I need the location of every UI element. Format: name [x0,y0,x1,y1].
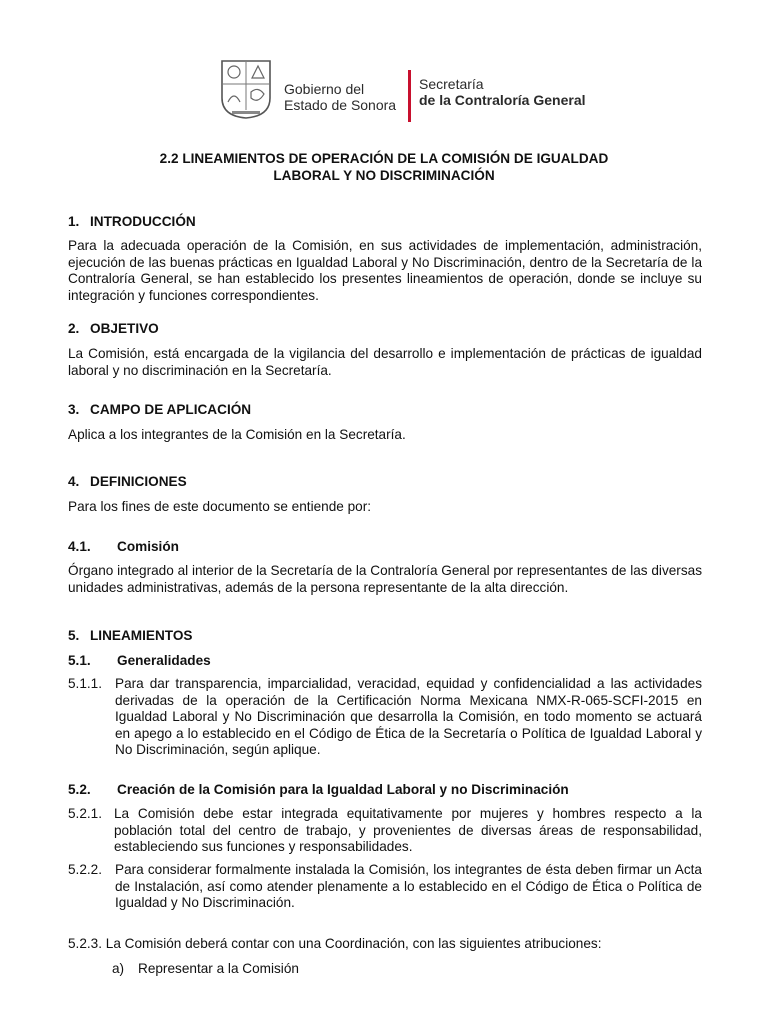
section-4-heading [68,474,187,489]
section-5-1-number: 5.1. [68,653,91,668]
section-4-1-title: Comisión [117,539,179,554]
section-5-number: 5. [68,628,80,643]
clause-5-2-2-text: Para considerar formalmente instalada la Comisión, los integrantes de ésta deben firmar un Acta de Instalación, así como atender plenamente a lo establecido en el Código de Ética o Política de Igualdad y No Discriminación. [115,862,702,911]
section-4-1-heading [68,539,179,554]
list-item-a-label: a) [112,961,125,976]
clause-5-2-1-number: 5.2.1. [68,806,103,821]
gobierno-logo-text [284,81,396,113]
section-5-2-title: Creación de la Comisión para la Igualdad Laboral y no Discriminación [117,782,569,797]
section-1-title: INTRODUCCIÓN [90,214,196,229]
section-4-1-number: 4.1. [68,539,91,554]
section-2-text: La Comisión, está encargada de la vigilancia del desarrollo e implementación de prácticas de igualdad laboral y no discriminación en la Secretaría. [68,346,702,378]
section-4-title: DEFINICIONES [90,474,187,489]
clause-5-1-1-number: 5.1.1. [68,676,103,691]
section-2-heading [68,321,159,336]
section-5-1-title: Generalidades [117,653,211,668]
section-5-2-heading [68,782,569,797]
section-4-number: 4. [68,474,80,489]
gov-line-1: Gobierno del [284,81,365,97]
clause-5-1-1-text: Para dar transparencia, imparcialidad, veracidad, equidad y confidencialidad a las actividades derivadas de la operación de la Certificación Norma Mexicana NMX-R-065-SCFI-2015 en Igualdad Laboral y No Discriminación que desarrolla la Comisión, en todo momento se actuará en apego a lo establecido en el Código de Ética de la Secretaría o Política de Igualdad Laboral y No Discriminación, según aplique. [115,676,702,758]
gov-line-2: Estado de Sonora [284,97,397,113]
section-5-title: LINEAMIENTOS [90,628,193,643]
list-item-a [112,961,299,976]
section-1-number: 1. [68,214,80,229]
section-5-1-heading [68,653,211,668]
sonora-coat-of-arms-icon [218,58,274,120]
clause-5-1-1 [68,676,702,759]
logo-divider [408,70,411,122]
section-3-number: 3. [68,402,80,417]
section-3-title: CAMPO DE APLICACIÓN [90,402,252,417]
section-5-heading [68,628,192,643]
section-2-number: 2. [68,321,80,336]
section-4-1-text: Órgano integrado al interior de la Secretaría de la Contraloría General por representantes de las diversas unidades administrativas, además de la persona representante de la alta dirección. [68,563,702,595]
section-3-text: Aplica a los integrantes de la Comisión en la Secretaría. [68,427,406,442]
section-1-heading [68,214,196,229]
title-line-1: 2.2 LINEAMIENTOS DE OPERACIÓN DE LA COMISIÓN DE IGUALDAD [159,151,609,166]
clause-5-2-1-text: La Comisión debe estar integrada equitativamente por mujeres y hombres respecto a la población total del centro de trabajo, y provenientes de diversas áreas de responsabilidad, estableciendo sus funciones y responsabilidades. [114,806,702,855]
section-3-heading [68,402,251,417]
clause-5-2-2-number: 5.2.2. [68,862,103,877]
section-5-2-number: 5.2. [68,782,91,797]
page-header [218,56,598,124]
sec-line-2: de la Contraloría General [419,92,586,108]
clause-5-2-1 [68,806,702,856]
section-1-text: Para la adecuada operación de la Comisión, en sus actividades de implementación, administración, ejecución de las buenas prácticas en Igualdad Laboral y No Discriminación, dentro de la Secretaría de la Contraloría General, se han establecido los presentes lineamientos de operación, donde se incluye su integración y funciones correspondientes. [68,238,702,303]
clause-5-2-2 [68,862,702,912]
title-line-2: LABORAL Y NO DISCRIMINACIÓN [273,168,495,183]
sec-line-1: Secretaría [419,76,484,92]
secretaria-logo-text [419,76,586,108]
clause-5-2-3: 5.2.3. La Comisión deberá contar con una Coordinación, con las siguientes atribuciones: [68,936,602,951]
section-4-text: Para los fines de este documento se entiende por: [68,499,372,514]
document-title [68,150,700,184]
section-2-title: OBJETIVO [90,321,159,336]
list-item-a-text: Representar a la Comisión [138,961,299,976]
